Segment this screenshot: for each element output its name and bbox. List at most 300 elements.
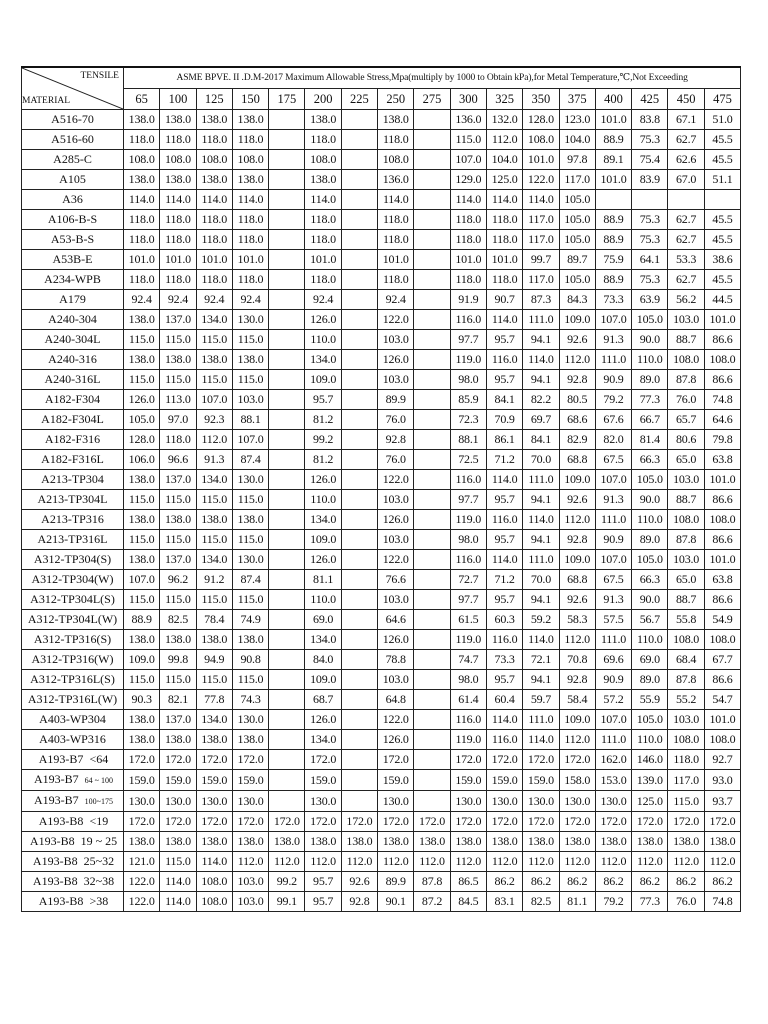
stress-value-cell: 130.0 [160, 791, 196, 812]
stress-value-cell: 130.0 [232, 791, 268, 812]
stress-value-cell: 125.0 [632, 791, 668, 812]
stress-value-cell: 138.0 [232, 170, 268, 190]
stress-value-cell: 114.0 [378, 190, 414, 210]
stress-value-cell: 138.0 [414, 832, 450, 852]
stress-value-cell: 105.0 [559, 230, 595, 250]
stress-value-cell [341, 710, 377, 730]
stress-value-cell: 114.0 [160, 892, 196, 912]
stress-value-cell [269, 610, 305, 630]
stress-value-cell: 112.0 [486, 130, 522, 150]
stress-value-cell: 108.0 [668, 510, 704, 530]
stress-value-cell: 75.3 [632, 210, 668, 230]
table-row [22, 130, 741, 150]
stress-value-cell: 94.1 [523, 330, 559, 350]
stress-value-cell: 94.1 [523, 370, 559, 390]
table-row [22, 350, 741, 370]
stress-value-cell: 112.0 [196, 430, 232, 450]
stress-value-cell: 69.6 [595, 650, 631, 670]
stress-value-cell [269, 510, 305, 530]
table-row [22, 430, 741, 450]
bolt-size-range: 19 ~ 25 [80, 834, 118, 848]
stress-value-cell: 58.4 [559, 690, 595, 710]
stress-value-cell: 73.3 [486, 650, 522, 670]
table-row [22, 892, 741, 912]
stress-value-cell: 122.0 [124, 892, 160, 912]
stress-value-cell: 86.6 [704, 530, 740, 550]
stress-value-cell: 109.0 [305, 530, 341, 550]
stress-value-cell: 101.0 [486, 250, 522, 270]
stress-value-cell: 62.7 [668, 270, 704, 290]
stress-value-cell: 126.0 [124, 390, 160, 410]
stress-value-cell: 90.0 [632, 590, 668, 610]
stress-value-cell: 44.5 [704, 290, 740, 310]
stress-value-cell: 62.7 [668, 130, 704, 150]
stress-value-cell: 90.9 [595, 370, 631, 390]
stress-value-cell: 101.0 [595, 110, 631, 130]
stress-value-cell: 74.3 [232, 690, 268, 710]
stress-value-cell: 92.4 [378, 290, 414, 310]
stress-value-cell: 95.7 [486, 670, 522, 690]
stress-value-cell: 138.0 [595, 832, 631, 852]
stress-value-cell: 107.0 [450, 150, 486, 170]
stress-value-cell: 130.0 [595, 791, 631, 812]
stress-value-cell: 92.7 [704, 750, 740, 770]
stress-value-cell: 84.5 [450, 892, 486, 912]
stress-value-cell [414, 670, 450, 690]
stress-value-cell [414, 630, 450, 650]
stress-table [21, 66, 741, 912]
stress-value-cell: 172.0 [124, 812, 160, 832]
material-cell: A312-TP304L(W) [22, 610, 124, 630]
stress-value-cell: 126.0 [378, 510, 414, 530]
table-row [22, 590, 741, 610]
stress-value-cell: 59.7 [523, 690, 559, 710]
stress-value-cell: 99.2 [269, 872, 305, 892]
stress-value-cell: 125.0 [486, 170, 522, 190]
stress-value-cell: 119.0 [450, 730, 486, 750]
stress-value-cell: 112.0 [704, 852, 740, 872]
stress-value-cell: 108.0 [704, 630, 740, 650]
stress-value-cell: 118.0 [378, 210, 414, 230]
stress-value-cell: 138.0 [160, 350, 196, 370]
stress-value-cell [632, 190, 668, 210]
stress-value-cell: 55.9 [632, 690, 668, 710]
stress-value-cell: 91.3 [595, 590, 631, 610]
stress-value-cell: 123.0 [559, 110, 595, 130]
stress-value-cell: 114.0 [486, 190, 522, 210]
stress-value-cell: 108.0 [704, 350, 740, 370]
stress-value-cell: 112.0 [668, 852, 704, 872]
stress-value-cell: 69.0 [305, 610, 341, 630]
stress-value-cell: 111.0 [595, 630, 631, 650]
stress-value-cell: 112.0 [559, 730, 595, 750]
stress-value-cell [595, 190, 631, 210]
stress-value-cell: 99.8 [160, 650, 196, 670]
stress-value-cell: 138.0 [305, 832, 341, 852]
stress-value-cell: 126.0 [378, 730, 414, 750]
stress-value-cell: 138.0 [196, 630, 232, 650]
stress-value-cell: 109.0 [559, 310, 595, 330]
stress-value-cell: 90.1 [378, 892, 414, 912]
stress-value-cell [269, 410, 305, 430]
stress-value-cell: 88.9 [595, 270, 631, 290]
stress-value-cell: 79.2 [595, 892, 631, 912]
stress-value-cell: 114.0 [523, 190, 559, 210]
table-row [22, 470, 741, 490]
stress-value-cell: 114.0 [523, 350, 559, 370]
stress-value-cell: 86.2 [704, 872, 740, 892]
stress-value-cell: 138.0 [160, 630, 196, 650]
stress-value-cell: 172.0 [305, 750, 341, 770]
material-name: A193-B7 [38, 752, 84, 766]
stress-value-cell: 82.5 [523, 892, 559, 912]
stress-value-cell: 158.0 [559, 770, 595, 791]
stress-value-cell [704, 190, 740, 210]
stress-value-cell: 84.3 [559, 290, 595, 310]
stress-value-cell: 76.0 [378, 450, 414, 470]
stress-value-cell [341, 290, 377, 310]
stress-value-cell: 88.9 [124, 610, 160, 630]
stress-value-cell: 115.0 [160, 490, 196, 510]
stress-value-cell: 90.7 [486, 290, 522, 310]
stress-value-cell: 60.3 [486, 610, 522, 630]
stress-value-cell: 101.0 [232, 250, 268, 270]
stress-value-cell: 79.2 [595, 390, 631, 410]
stress-value-cell [341, 570, 377, 590]
stress-value-cell: 114.0 [196, 852, 232, 872]
stress-value-cell: 76.6 [378, 570, 414, 590]
stress-value-cell: 64.1 [632, 250, 668, 270]
stress-value-cell: 88.7 [668, 490, 704, 510]
stress-value-cell: 113.0 [160, 390, 196, 410]
stress-value-cell [414, 430, 450, 450]
stress-value-cell [269, 310, 305, 330]
stress-value-cell: 93.7 [704, 791, 740, 812]
stress-value-cell [269, 110, 305, 130]
stress-value-cell [414, 750, 450, 770]
stress-value-cell: 101.0 [124, 250, 160, 270]
stress-value-cell: 114.0 [124, 190, 160, 210]
stress-value-cell: 115.0 [160, 590, 196, 610]
stress-value-cell: 138.0 [160, 730, 196, 750]
stress-value-cell: 38.6 [704, 250, 740, 270]
stress-value-cell: 126.0 [378, 350, 414, 370]
stress-value-cell: 138.0 [196, 510, 232, 530]
stress-value-cell: 122.0 [124, 872, 160, 892]
stress-value-cell: 45.5 [704, 270, 740, 290]
stress-value-cell: 45.5 [704, 150, 740, 170]
stress-value-cell: 108.0 [378, 150, 414, 170]
stress-value-cell [414, 130, 450, 150]
stress-value-cell [341, 730, 377, 750]
stress-value-cell: 117.0 [523, 230, 559, 250]
stress-value-cell: 118.0 [232, 210, 268, 230]
stress-value-cell: 118.0 [232, 130, 268, 150]
stress-value-cell: 105.0 [632, 710, 668, 730]
stress-value-cell: 117.0 [523, 270, 559, 290]
stress-value-cell: 92.6 [559, 590, 595, 610]
stress-value-cell: 138.0 [124, 550, 160, 570]
stress-value-cell: 54.9 [704, 610, 740, 630]
stress-value-cell [414, 250, 450, 270]
stress-value-cell: 89.1 [595, 150, 631, 170]
table-row [22, 310, 741, 330]
stress-value-cell [414, 350, 450, 370]
table-row [22, 852, 741, 872]
stress-value-cell: 108.0 [196, 150, 232, 170]
material-cell: A213-TP316L [22, 530, 124, 550]
stress-value-cell: 115.0 [232, 670, 268, 690]
stress-value-cell: 118.0 [378, 270, 414, 290]
stress-value-cell: 110.0 [305, 490, 341, 510]
stress-value-cell: 116.0 [450, 550, 486, 570]
stress-value-cell: 92.4 [124, 290, 160, 310]
stress-value-cell: 105.0 [632, 470, 668, 490]
stress-value-cell: 137.0 [160, 470, 196, 490]
material-cell: A213-TP316 [22, 510, 124, 530]
temperature-header-cell: 325 [486, 89, 522, 110]
stress-value-cell [269, 650, 305, 670]
stress-value-cell: 138.0 [196, 350, 232, 370]
stress-value-cell: 138.0 [232, 510, 268, 530]
stress-value-cell: 72.5 [450, 450, 486, 470]
stress-value-cell: 130.0 [232, 710, 268, 730]
stress-value-cell: 118.0 [124, 230, 160, 250]
stress-value-cell: 65.7 [668, 410, 704, 430]
stress-value-cell: 122.0 [378, 470, 414, 490]
table-row [22, 570, 741, 590]
stress-value-cell: 172.0 [450, 750, 486, 770]
stress-value-cell: 56.2 [668, 290, 704, 310]
stress-value-cell: 87.8 [414, 872, 450, 892]
stress-value-cell: 108.0 [196, 892, 232, 912]
stress-value-cell [414, 470, 450, 490]
stress-value-cell: 95.7 [305, 892, 341, 912]
temperature-header-cell: 400 [595, 89, 631, 110]
table-row [22, 170, 741, 190]
stress-value-cell: 107.0 [595, 310, 631, 330]
stress-value-cell: 82.1 [160, 690, 196, 710]
stress-value-cell: 86.6 [704, 590, 740, 610]
stress-value-cell: 138.0 [232, 832, 268, 852]
stress-value-cell: 103.0 [378, 530, 414, 550]
stress-value-cell: 51.0 [704, 110, 740, 130]
stress-value-cell: 172.0 [414, 812, 450, 832]
stress-value-cell: 108.0 [704, 510, 740, 530]
material-cell: A105 [22, 170, 124, 190]
stress-value-cell [341, 770, 377, 791]
stress-value-cell: 112.0 [559, 852, 595, 872]
stress-value-cell: 86.6 [704, 670, 740, 690]
stress-value-cell: 105.0 [559, 270, 595, 290]
stress-value-cell: 115.0 [232, 530, 268, 550]
stress-value-cell [341, 370, 377, 390]
stress-value-cell: 118.0 [305, 230, 341, 250]
stress-value-cell: 65.0 [668, 450, 704, 470]
stress-value-cell: 101.0 [704, 310, 740, 330]
stress-value-cell: 107.0 [196, 390, 232, 410]
stress-value-cell [341, 690, 377, 710]
stress-value-cell: 98.0 [450, 530, 486, 550]
stress-value-cell: 82.2 [523, 390, 559, 410]
stress-value-cell: 103.0 [232, 872, 268, 892]
stress-value-cell: 138.0 [196, 730, 232, 750]
material-cell [22, 852, 124, 872]
stress-value-cell [269, 690, 305, 710]
stress-value-cell: 130.0 [196, 791, 232, 812]
stress-value-cell: 116.0 [450, 310, 486, 330]
stress-value-cell [269, 170, 305, 190]
stress-value-cell: 134.0 [305, 510, 341, 530]
stress-value-cell: 128.0 [124, 430, 160, 450]
stress-value-cell: 115.0 [196, 670, 232, 690]
stress-value-cell: 115.0 [668, 791, 704, 812]
stress-value-cell [414, 370, 450, 390]
table-row [22, 150, 741, 170]
stress-value-cell: 130.0 [523, 791, 559, 812]
stress-value-cell: 88.9 [595, 130, 631, 150]
stress-value-cell [341, 650, 377, 670]
stress-value-cell: 91.9 [450, 290, 486, 310]
stress-value-cell: 103.0 [232, 892, 268, 912]
stress-value-cell: 114.0 [523, 630, 559, 650]
stress-value-cell: 138.0 [124, 730, 160, 750]
stress-value-cell: 88.7 [668, 590, 704, 610]
stress-value-cell: 138.0 [124, 832, 160, 852]
stress-value-cell: 88.9 [595, 230, 631, 250]
stress-value-cell: 104.0 [559, 130, 595, 150]
stress-value-cell: 115.0 [124, 330, 160, 350]
stress-value-cell: 115.0 [160, 370, 196, 390]
stress-value-cell [414, 270, 450, 290]
stress-value-cell: 110.0 [632, 510, 668, 530]
stress-value-cell: 138.0 [341, 832, 377, 852]
stress-value-cell: 114.0 [196, 190, 232, 210]
stress-value-cell: 66.3 [632, 570, 668, 590]
stress-value-cell: 115.0 [196, 490, 232, 510]
stress-value-cell: 101.0 [450, 250, 486, 270]
material-name: A193-B8 [38, 814, 84, 828]
stress-value-cell: 118.0 [486, 270, 522, 290]
bolt-size-range: 64 ~ 100 [84, 776, 113, 785]
title-row [22, 67, 741, 89]
stress-value-cell: 92.4 [160, 290, 196, 310]
stress-value-cell: 118.0 [160, 270, 196, 290]
stress-value-cell: 61.5 [450, 610, 486, 630]
stress-value-cell: 115.0 [232, 330, 268, 350]
stress-value-cell: 86.2 [523, 872, 559, 892]
stress-value-cell: 126.0 [305, 470, 341, 490]
stress-value-cell: 108.0 [668, 350, 704, 370]
stress-value-cell: 99.1 [269, 892, 305, 912]
stress-value-cell: 116.0 [450, 710, 486, 730]
stress-value-cell [269, 370, 305, 390]
stress-value-cell [269, 390, 305, 410]
stress-value-cell: 89.9 [378, 390, 414, 410]
stress-value-cell: 79.8 [704, 430, 740, 450]
table-row [22, 550, 741, 570]
stress-value-cell: 87.4 [232, 570, 268, 590]
stress-value-cell: 81.2 [305, 410, 341, 430]
stress-value-cell: 94.9 [196, 650, 232, 670]
bolt-size-range: 32~38 [83, 874, 115, 888]
stress-value-cell: 172.0 [305, 812, 341, 832]
stress-value-cell: 115.0 [196, 590, 232, 610]
stress-value-cell: 81.1 [559, 892, 595, 912]
stress-value-cell: 96.6 [160, 450, 196, 470]
stress-value-cell: 130.0 [232, 470, 268, 490]
stress-value-cell: 172.0 [378, 812, 414, 832]
stress-value-cell: 118.0 [486, 230, 522, 250]
stress-value-cell [341, 490, 377, 510]
stress-value-cell: 138.0 [305, 110, 341, 130]
stress-value-cell: 66.7 [632, 410, 668, 430]
stress-value-cell: 69.7 [523, 410, 559, 430]
stress-value-cell: 172.0 [523, 812, 559, 832]
material-cell: A106-B-S [22, 210, 124, 230]
stress-value-cell: 83.9 [632, 170, 668, 190]
stress-value-cell: 74.7 [450, 650, 486, 670]
stress-value-cell: 95.7 [486, 530, 522, 550]
stress-value-cell: 86.1 [486, 430, 522, 450]
stress-value-cell: 138.0 [305, 170, 341, 190]
stress-value-cell: 72.1 [523, 650, 559, 670]
table-row [22, 210, 741, 230]
stress-value-cell: 89.0 [632, 530, 668, 550]
stress-value-cell: 101.0 [523, 150, 559, 170]
stress-value-cell [269, 490, 305, 510]
stress-value-cell: 138.0 [196, 832, 232, 852]
material-cell: A182-F304L [22, 410, 124, 430]
stress-value-cell: 103.0 [668, 550, 704, 570]
stress-value-cell: 94.1 [523, 670, 559, 690]
stress-value-cell: 116.0 [486, 630, 522, 650]
stress-value-cell: 118.0 [196, 210, 232, 230]
stress-value-cell: 111.0 [523, 710, 559, 730]
stress-value-cell [269, 450, 305, 470]
stress-value-cell: 110.0 [305, 590, 341, 610]
stress-value-cell: 99.2 [305, 430, 341, 450]
stress-value-cell: 109.0 [559, 470, 595, 490]
stress-value-cell [269, 550, 305, 570]
stress-value-cell: 74.8 [704, 892, 740, 912]
stress-value-cell: 103.0 [232, 390, 268, 410]
stress-value-cell: 103.0 [378, 490, 414, 510]
stress-value-cell: 172.0 [160, 750, 196, 770]
stress-value-cell: 130.0 [486, 791, 522, 812]
stress-value-cell [414, 550, 450, 570]
bolt-size-range: <19 [89, 814, 109, 828]
stress-value-cell: 138.0 [269, 832, 305, 852]
stress-value-cell: 115.0 [124, 490, 160, 510]
temperature-header-cell: 300 [450, 89, 486, 110]
stress-value-cell [341, 450, 377, 470]
stress-value-cell: 109.0 [124, 650, 160, 670]
stress-value-cell: 108.0 [668, 630, 704, 650]
material-cell: A213-TP304 [22, 470, 124, 490]
table-row [22, 110, 741, 130]
material-cell: A179 [22, 290, 124, 310]
stress-value-cell: 92.8 [341, 892, 377, 912]
stress-value-cell: 118.0 [160, 210, 196, 230]
stress-value-cell: 103.0 [668, 310, 704, 330]
stress-value-cell: 138.0 [668, 832, 704, 852]
stress-value-cell: 118.0 [486, 210, 522, 230]
material-cell: A516-60 [22, 130, 124, 150]
stress-value-cell: 172.0 [124, 750, 160, 770]
stress-value-cell: 136.0 [450, 110, 486, 130]
stress-value-cell: 138.0 [378, 832, 414, 852]
